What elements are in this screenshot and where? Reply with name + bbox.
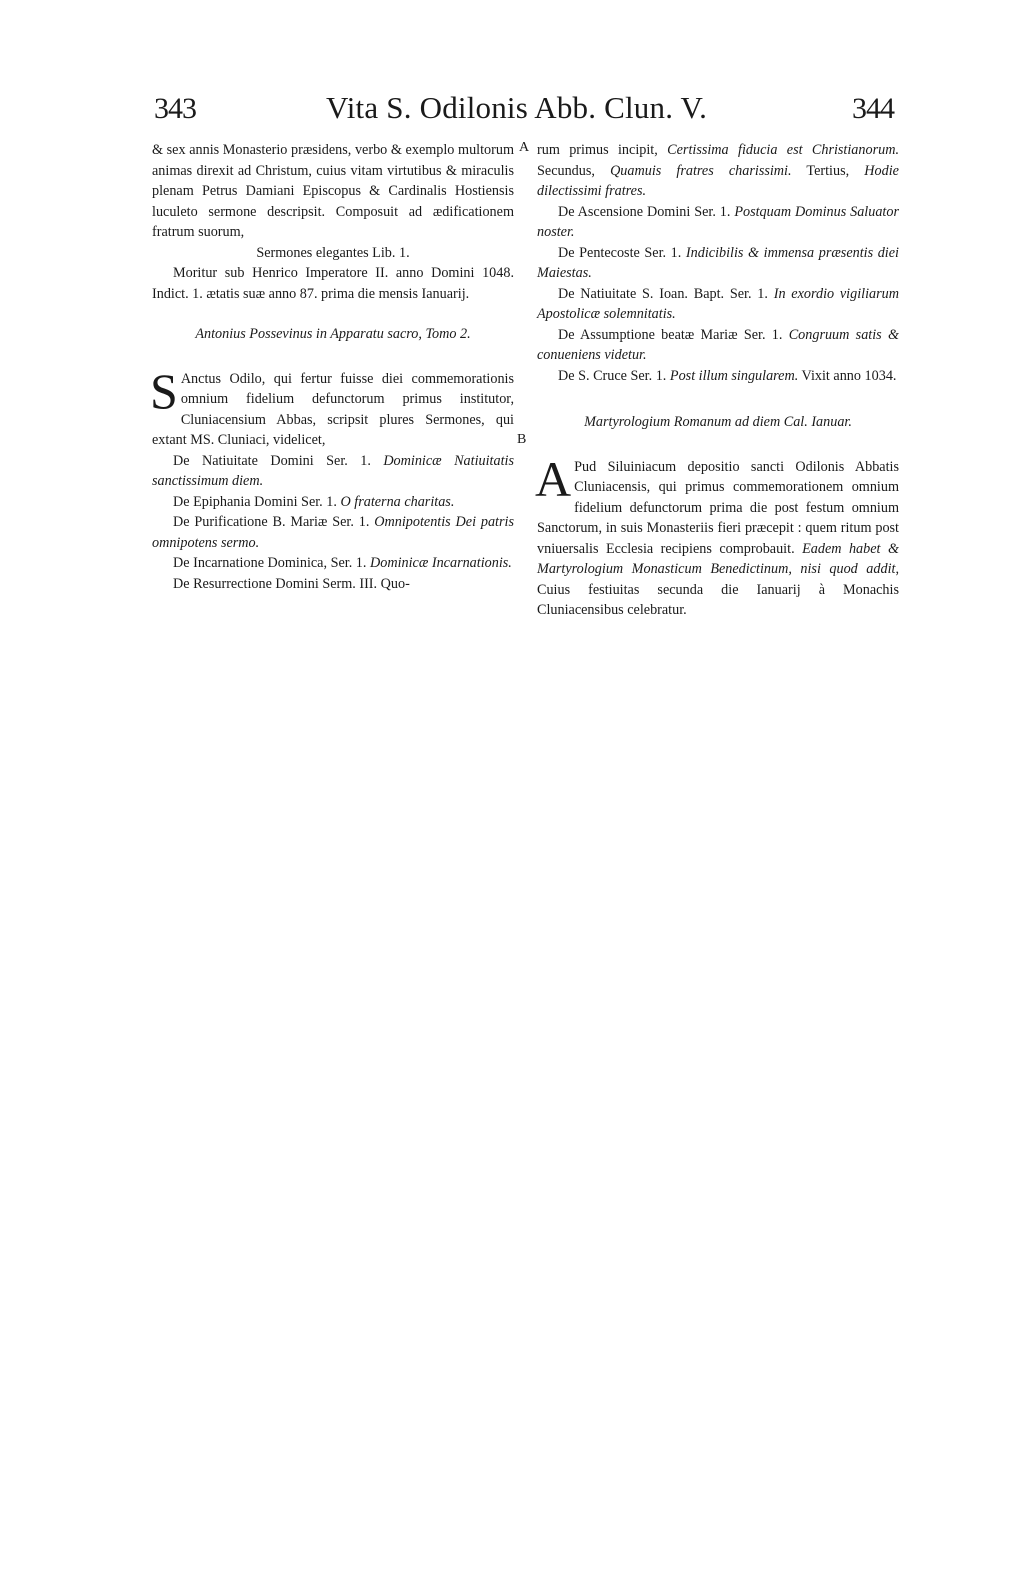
paragraph: Moritur sub Henrico Imperatore II. anno Domini 1048. Indict. 1. ætatis suæ anno 87. prima die mensis Ianuarij. [152,265,514,302]
sermon-entry: De Resurrectione Domini Serm. III. Quo- [173,575,410,592]
sermon-entry: De Incarnatione Dominica, Ser. 1. Dominicæ Incarnationis. [173,555,512,571]
work-title: Sermones elegantes Lib. 1. [256,244,410,261]
paragraph-dropcap [150,362,514,451]
source-heading: Antonius Possevinus in Apparatu sacro, Tomo 2. [195,326,471,342]
margin-letter-b: B [517,432,527,447]
sermon-entry: De Epiphania Domini Ser. 1. O fraterna charitas. [173,493,455,510]
page-number-right: 344 [852,92,894,125]
page-number-left: 343 [154,92,196,125]
sermon-entry: De Assumptione beatæ Mariæ Ser. 1. Congruum satis & conueniens videtur. [537,326,899,363]
source-heading: Martyrologium Romanum ad diem Cal. Ianuar. [584,414,852,430]
drop-cap: A [535,450,572,507]
left-column [152,140,514,594]
sermon-entry: De Purificatione B. Mariæ Ser. 1. Omnipotentis Dei patris omnipotens sermo. [152,514,514,551]
margin-letter-a: A [519,140,530,155]
sermon-entry: De Natiuitate S. Ioan. Bapt. Ser. 1. In exordio vigiliarum Apostolicæ solemnitatis. [537,285,899,322]
sermon-entry: De Pentecoste Ser. 1. Indicibilis & immensa præsentis diei Maiestas. [537,244,899,281]
paragraph-text: Anctus Odilo, qui fertur fuisse diei commemorationis omnium fidelium defunctorum primus institutor, Cluniacensium Abbas, scripsit plures Sermones, qui extant MS. Cluniaci, videlicet, [152,370,514,448]
drop-cap: S [150,362,178,419]
sermon-entry: De S. Cruce Ser. 1. Post illum singularem. Vixit anno 1034. [558,367,897,384]
paragraph: & sex annis Monasterio præsidens, verbo & exemplo multorum animas direxit ad Christum, cuius vitam virtutibus & miraculis plenam Petrus Damiani Episcopus & Cardinalis Hostiensis luculeto sermone descripsit. Composuit ad ædificationem fratrum suorum, [152,142,514,240]
page-header [150,92,910,132]
right-column [537,140,899,621]
running-title: Vita S. Odilonis Abb. Clun. V. [326,90,708,125]
paragraph-dropcap: A Pud Siluiniacum depositio sancti Odilonis Abbatis Cluniacensis, qui primus commemorationem omnium fidelium defunctorum prima die post festum omnium Sanctorum, in suis Monasteriis fieri præcepit : quem ritum post vniuersalis Ecclesia recipiens comprobauit. Eadem habet & Martyrologium Monasticum Benedictinum, nisi quod addit, Cuius festiuitas secunda die Ianuarij à Monachis Cluniacensibus celebratur. [535,450,899,618]
continuation-paragraph: rum primus incipit, Certissima fiducia est Christianorum. Secundus, Quamuis fratres charissimi. Tertius, Hodie dilectissimi fratres. [537,142,899,199]
sermon-entry: De Natiuitate Domini Ser. 1. Dominicæ Natiuitatis sanctissimum diem. [152,452,514,489]
sermon-entry: De Ascensione Domini Ser. 1. Postquam Dominus Saluator noster. [537,203,899,240]
